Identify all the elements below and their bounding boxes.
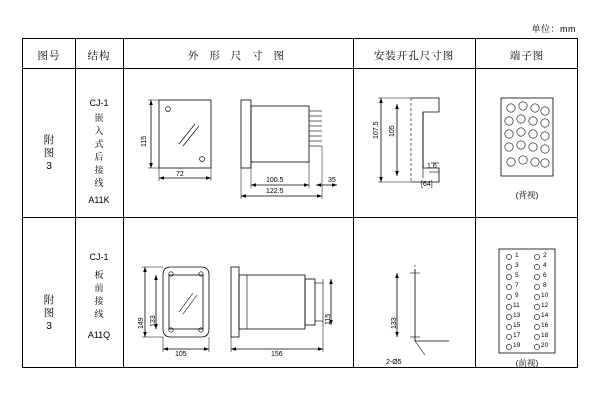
row2-terminal-num-1: 1 [515, 252, 519, 259]
header-drawing-no: 图号 [37, 50, 61, 62]
row2-drawing-no-1: 附 [43, 294, 55, 306]
row2-structure-code: A11Q [87, 330, 111, 340]
row1-dim-height: 115 [141, 135, 148, 147]
row2-terminal-num-15: 15 [513, 322, 521, 329]
row2-structure-1: 板 [94, 270, 104, 280]
row1-structure-2: 入 [94, 126, 104, 136]
row1-mount-dim-v1: 107.5 [373, 121, 380, 139]
row2-terminal-num-17: 17 [513, 332, 521, 339]
row1-structure-5: 接 [94, 165, 104, 175]
row1-dim-width: 72 [176, 171, 184, 178]
row2-terminal-num-6: 6 [543, 272, 547, 279]
row2-terminal-view-note: (前视) [515, 358, 539, 368]
row2-terminal-num-4: 4 [543, 262, 547, 269]
column-divider-1 [75, 39, 76, 367]
row2-terminal-num-7: 7 [515, 282, 519, 289]
row2-structure-4: 线 [94, 309, 104, 319]
row2-terminal-num-10: 10 [541, 292, 549, 299]
row2-terminal-num-3: 3 [515, 262, 519, 269]
row2-structure-model: CJ-1 [89, 252, 109, 262]
row1-structure-6: 线 [94, 178, 104, 188]
row2-structure-3: 接 [94, 296, 104, 306]
row1-structure-4: 后 [94, 152, 104, 162]
row2-dim-height-outer: 149 [138, 317, 145, 329]
row2-terminal-drawing [475, 217, 579, 369]
row1-dim-flange: 35 [328, 177, 336, 184]
row1-terminal-view-note: (背视) [515, 190, 539, 200]
row2-dim-height-inner: 133 [150, 315, 157, 327]
row1-mount-dim-h1: 1.6 [427, 163, 437, 170]
row1-drawing-no-1: 附 [43, 134, 55, 146]
row2-dim-height-right: 115 [325, 313, 332, 325]
row2-mount-dim-v1: 133 [391, 317, 398, 329]
row2-terminal-num-16: 16 [541, 322, 549, 329]
header-terminal: 端子图 [509, 50, 545, 62]
specification-table [22, 38, 578, 368]
row2-outline-drawing [123, 217, 353, 369]
row2-terminal-num-5: 5 [515, 272, 519, 279]
row1-structure-code: A11K [88, 195, 110, 205]
row2-dim-depth: 156 [271, 351, 283, 358]
row2-terminal-num-19: 19 [513, 342, 521, 349]
row2-drawing-no-2: 图 [43, 307, 55, 319]
row1-structure-model: CJ-1 [89, 98, 109, 108]
row1-dim-depth-overall: 122.5 [266, 188, 284, 195]
row1-drawing-no-2: 图 [43, 147, 55, 159]
row1-structure-1: 嵌 [94, 113, 104, 123]
row2-dim-width: 105 [175, 351, 187, 358]
row2-terminal-num-8: 8 [543, 282, 547, 289]
header-mounting-hole: 安装开孔尺寸图 [373, 50, 455, 62]
row2-terminal-num-20: 20 [541, 342, 549, 349]
row2-drawing-no-3: 3 [46, 320, 52, 332]
row1-mount-dim-h2: [64] [421, 181, 433, 188]
row1-mount-dim-v2: 105 [389, 125, 396, 137]
unit-note: 单位：mm [531, 24, 576, 34]
row2-structure-2: 前 [94, 283, 104, 293]
row2-mount-hole-note: 2-Ø5 [386, 359, 402, 366]
row1-mounting-drawing [353, 68, 475, 218]
row2-terminal-num-11: 11 [513, 302, 520, 309]
row2-terminal-num-13: 13 [513, 312, 521, 319]
row2-terminal-num-14: 14 [541, 312, 549, 319]
row2-mounting-drawing [353, 217, 475, 369]
row2-terminal-num-18: 18 [541, 332, 549, 339]
row1-dim-depth-total: 100.5 [266, 177, 284, 184]
header-outline-dimensions: 外 形 尺 寸 图 [187, 50, 289, 62]
header-structure: 结构 [87, 50, 111, 62]
row1-outline-drawing [123, 68, 353, 218]
row2-terminal-num-12: 12 [541, 302, 549, 309]
row2-terminal-num-2: 2 [543, 252, 547, 259]
row2-terminal-num-9: 9 [515, 292, 519, 299]
row1-structure-3: 式 [94, 139, 104, 149]
row1-drawing-no-3: 3 [46, 160, 52, 172]
